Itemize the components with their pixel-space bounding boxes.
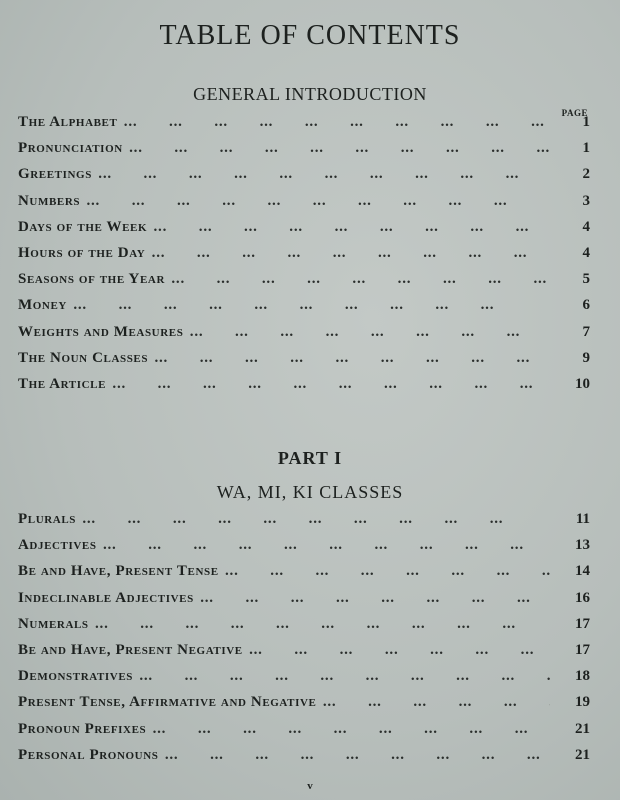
- toc-entry-page: 7: [582, 323, 590, 340]
- toc-leader-dots: [249, 643, 550, 658]
- toc-entry: [18, 245, 590, 271]
- toc-entry: [18, 642, 590, 668]
- toc-entry-title: Present Tense, Affirmative and Negative: [18, 694, 317, 711]
- toc-entry-page: 17: [575, 615, 590, 632]
- intro-heading: GENERAL INTRODUCTION: [193, 84, 427, 104]
- toc-entry-title: Indeclinable Adjectives: [18, 589, 194, 606]
- toc-entry-page: 1: [582, 114, 590, 130]
- toc-leader-dots: [95, 617, 550, 632]
- toc-entry-title: Pronoun Prefixes: [18, 720, 147, 737]
- toc-leader-dots: [151, 246, 550, 261]
- toc-leader-dots: [123, 115, 550, 130]
- toc-entry-title: The Alphabet: [18, 114, 118, 130]
- toc-entry: [18, 324, 590, 350]
- toc-entry-title: The Article: [18, 375, 107, 392]
- page-folio: v: [307, 780, 313, 792]
- toc-leader-dots: [152, 722, 550, 737]
- toc-leader-dots: [189, 325, 550, 340]
- toc-entry: [18, 721, 590, 747]
- toc-entry-title: Days of the Week: [18, 218, 148, 235]
- toc-leader-dots: [171, 272, 550, 287]
- toc-leader-dots: [73, 298, 550, 313]
- toc-entry-page: 3: [582, 192, 590, 209]
- toc-entry: [18, 694, 590, 720]
- toc-entry: [18, 747, 590, 773]
- toc-leader-dots: [112, 377, 550, 392]
- toc-entry: [18, 376, 590, 402]
- toc-entry: [18, 193, 590, 219]
- toc-entry: [18, 166, 590, 192]
- toc-entry-page: 18: [575, 668, 590, 685]
- toc-entry-page: 17: [575, 641, 590, 658]
- toc-leader-dots: [225, 564, 550, 579]
- toc-entry-page: 11: [575, 511, 590, 527]
- toc-entry: [18, 140, 590, 166]
- toc-entry-title: Adjectives: [18, 537, 97, 554]
- toc-leader-dots: [103, 538, 550, 553]
- part1-toc-list: [18, 511, 590, 773]
- toc-entry-title: Money: [18, 297, 67, 314]
- toc-entry: [18, 219, 590, 245]
- toc-entry-title: Personal Pronouns: [18, 746, 159, 763]
- toc-entry-page: 2: [582, 166, 590, 183]
- toc-entry-page: 1: [582, 140, 590, 157]
- toc-entry: [18, 563, 590, 589]
- toc-entry: [18, 616, 590, 642]
- toc-entry: [18, 350, 590, 376]
- toc-leader-dots: [129, 141, 550, 156]
- toc-entry: [18, 537, 590, 563]
- toc-leader-dots: [154, 351, 550, 366]
- toc-entry: [18, 668, 590, 694]
- toc-entry-page: 5: [582, 271, 590, 288]
- toc-leader-dots: [164, 748, 550, 763]
- toc-entry-page: 4: [582, 244, 590, 261]
- toc-entry: [18, 271, 590, 297]
- toc-entry-page: 9: [582, 349, 590, 366]
- toc-leader-dots: [139, 669, 550, 684]
- page-column-label: PAGE: [561, 108, 588, 118]
- toc-entry-page: 6: [582, 297, 590, 314]
- toc-leader-dots: [200, 591, 550, 606]
- toc-entry-title: The Noun Classes: [18, 349, 149, 366]
- toc-leader-dots: [86, 194, 550, 209]
- toc-entry-page: 16: [575, 589, 590, 606]
- toc-entry: [18, 511, 590, 537]
- toc-entry-title: Numbers: [18, 192, 81, 209]
- toc-leader-dots: [322, 695, 550, 710]
- toc-entry-page: 13: [575, 537, 590, 554]
- toc-entry-title: Greetings: [18, 166, 92, 183]
- part-subheading: WA, MI, KI CLASSES: [216, 482, 404, 502]
- toc-entry-page: 21: [575, 720, 590, 737]
- toc-entry-title: Plurals: [18, 511, 76, 527]
- toc-leader-dots: [82, 512, 550, 527]
- toc-entry-title: Weights and Measures: [18, 323, 184, 340]
- intro-toc-list: [18, 114, 590, 402]
- toc-entry-page: 21: [575, 746, 590, 763]
- toc-leader-dots: [98, 167, 550, 182]
- toc-entry-title: Seasons of the Year: [18, 271, 166, 288]
- part-heading: PART I: [277, 448, 343, 468]
- toc-entry-title: Be and Have, Present Tense: [18, 563, 219, 580]
- toc-entry-title: Numerals: [18, 615, 89, 632]
- toc-entry-page: 10: [575, 375, 590, 392]
- toc-entry: [18, 114, 590, 140]
- toc-entry-title: Hours of the Day: [18, 244, 146, 261]
- toc-entry-title: Be and Have, Present Negative: [18, 641, 243, 658]
- toc-entry-page: 19: [575, 694, 590, 711]
- toc-entry-title: Demonstratives: [18, 668, 133, 685]
- toc-entry-page: 14: [575, 563, 590, 580]
- toc-leader-dots: [153, 220, 550, 235]
- toc-entry-page: 4: [582, 218, 590, 235]
- toc-entry: [18, 297, 590, 323]
- toc-entry: [18, 590, 590, 616]
- toc-entry-title: Pronunciation: [18, 140, 123, 157]
- page-title: TABLE OF CONTENTS: [159, 20, 461, 51]
